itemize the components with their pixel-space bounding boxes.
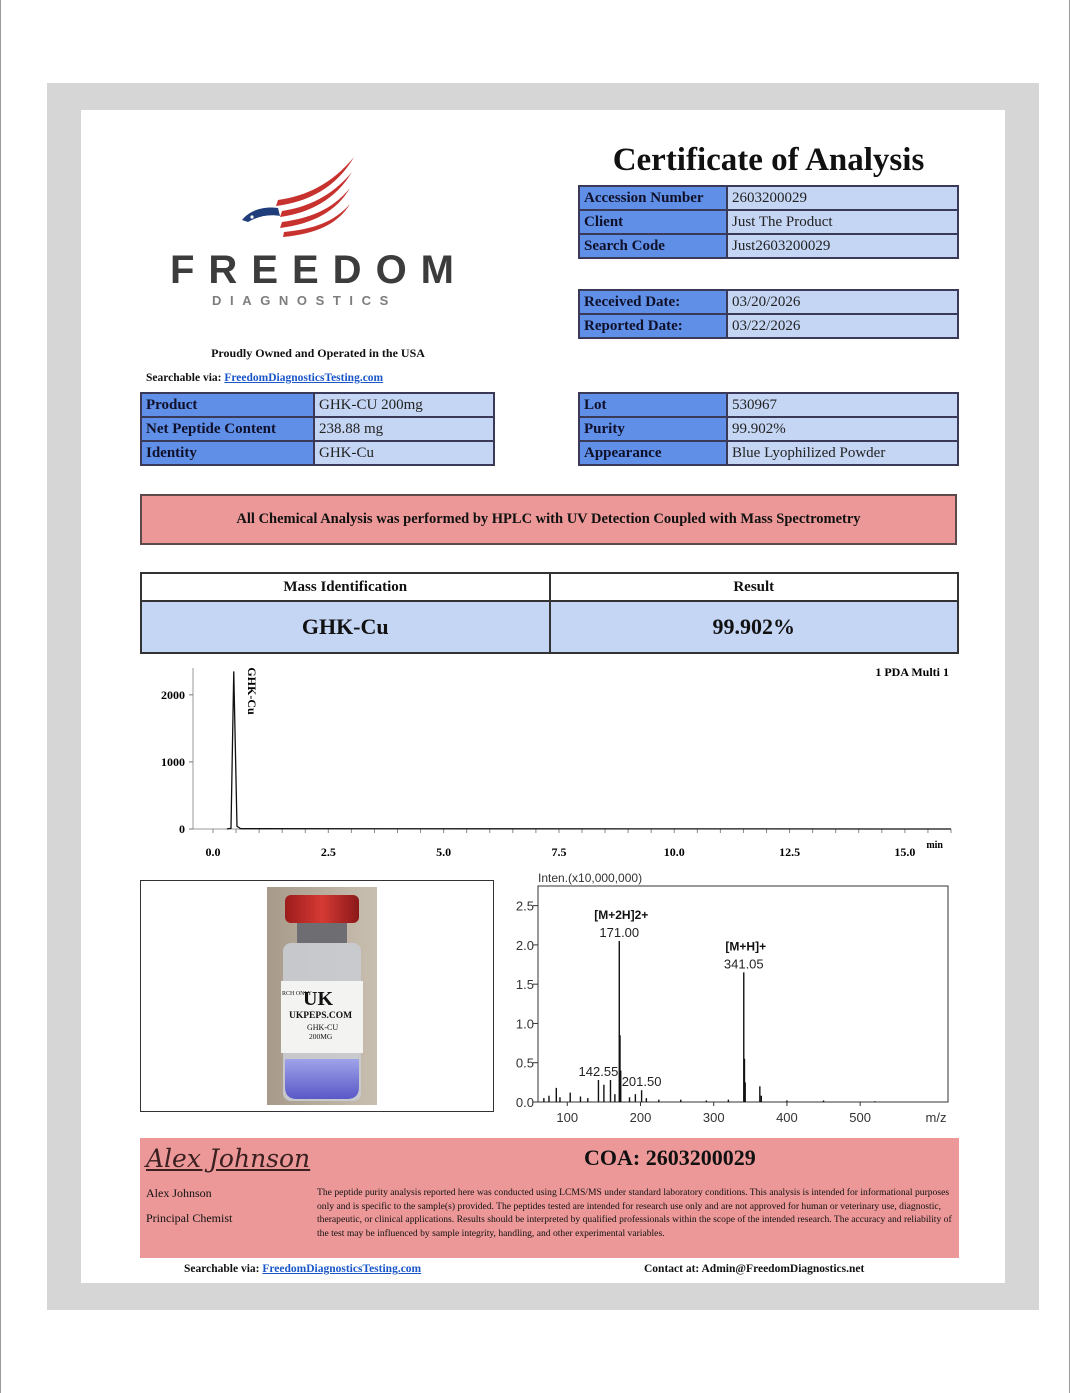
table-row xyxy=(141,601,958,653)
product-table xyxy=(140,392,495,466)
disclaimer-text: The peptide purity analysis reported here was conducted using LCMS/MS under standard laboratory conditions. This analysis is intended for informational purposes only and is specific to the sample(s) provided. The peptides tested are intended for research use only and are not approved for human or veterinary use, diagnostic, therapeutic, or clinical applications. Results should be interpreted by qualified professionals within the scope of the intended research. The accuracy and reliability of the test may be influenced by sample integrity, handling, and other experimental variables. xyxy=(317,1187,952,1239)
x-tick-label: 10.0 xyxy=(663,845,685,859)
chemist-signature: Alex Johnson xyxy=(146,1144,311,1173)
table-label: Lot xyxy=(579,393,727,417)
table-value: 03/20/2026 xyxy=(727,290,958,314)
y-tick-label: 0.5 xyxy=(515,1055,534,1071)
x-tick-label: 5.0 xyxy=(436,845,452,859)
column-header: Result xyxy=(550,573,959,601)
x-tick-label: m/z xyxy=(925,1110,947,1125)
x-tick-label: 100 xyxy=(556,1110,579,1125)
x-unit-label: min xyxy=(926,840,943,851)
x-tick-label: 200 xyxy=(629,1110,652,1125)
table-value: 530967 xyxy=(727,393,958,417)
site-link-top[interactable]: FreedomDiagnosticsTesting.com xyxy=(224,372,384,384)
hplc-chromatogram xyxy=(140,660,960,870)
y-tick-label: 2000 xyxy=(161,687,185,702)
contact-email: Contact at: Admin@FreedomDiagnostics.net xyxy=(644,1263,865,1275)
peak-mz-label: 201.50 xyxy=(621,1074,662,1090)
accession-table xyxy=(578,185,959,259)
x-tick-label: 0.0 xyxy=(205,845,221,859)
table-label: Reported Date: xyxy=(579,314,727,338)
method-banner: All Chemical Analysis was performed by HPLC with UV Detection Coupled with Mass Spectrometry xyxy=(140,494,957,545)
vial-photo xyxy=(267,887,377,1105)
table-row xyxy=(579,314,958,338)
table-row xyxy=(141,441,494,465)
table-label: Net Peptide Content xyxy=(141,417,314,441)
table-label: Client xyxy=(579,210,727,234)
table-value: 238.88 mg xyxy=(314,417,494,441)
x-tick-label: 400 xyxy=(776,1110,798,1125)
result-cell: 99.902% xyxy=(550,601,959,653)
vial-powder xyxy=(285,1059,359,1099)
mass-spectrum xyxy=(508,868,960,1130)
y-tick-label: 1000 xyxy=(161,754,185,769)
table-label: Search Code xyxy=(579,234,727,258)
vial-cap xyxy=(285,895,359,923)
chart-title: 1 PDA Multi 1 xyxy=(875,665,949,679)
table-value: 2603200029 xyxy=(727,186,958,210)
x-tick-label: 15.0 xyxy=(894,845,916,859)
y-tick-label: 0.0 xyxy=(515,1095,534,1110)
x-tick-label: 7.5 xyxy=(551,845,567,859)
table-value: 99.902% xyxy=(727,417,958,441)
table-value: Just2603200029 xyxy=(727,234,958,258)
table-label: Purity xyxy=(579,417,727,441)
brand-wordmark: FREEDOM xyxy=(170,248,468,292)
x-tick-label: 12.5 xyxy=(779,845,801,859)
peak-mz-label: 341.05 xyxy=(723,956,764,972)
peak-label-ghk-cu: GHK-Cu xyxy=(244,667,259,715)
table-header-row xyxy=(141,573,958,601)
peak-ion-label: [M+2H]2+ xyxy=(594,907,649,922)
searchable-label: Searchable via: xyxy=(146,372,222,384)
brand-subtitle: DIAGNOSTICS xyxy=(212,293,397,308)
table-row xyxy=(579,441,958,465)
table-row xyxy=(141,417,494,441)
table-value: 03/22/2026 xyxy=(727,314,958,338)
peak-ion-label: [M+H]+ xyxy=(725,939,767,954)
table-value: GHK-CU 200mg xyxy=(314,393,494,417)
y-tick-label: 1.0 xyxy=(515,1016,534,1032)
peak-mz-label: 142.55 xyxy=(578,1064,619,1080)
coa-number: COA: 2603200029 xyxy=(584,1145,756,1170)
table-row xyxy=(579,234,958,258)
table-label: Identity xyxy=(141,441,314,465)
table-label: Received Date: xyxy=(579,290,727,314)
table-row xyxy=(141,393,494,417)
page-edge-left xyxy=(0,0,1,1393)
table-label: Product xyxy=(141,393,314,417)
chemist-name: Alex Johnson xyxy=(146,1186,212,1200)
table-row xyxy=(579,290,958,314)
table-row xyxy=(579,210,958,234)
peak-mz-label: 171.00 xyxy=(599,924,640,940)
table-label: Accession Number xyxy=(579,186,727,210)
searchable-label: Searchable via: xyxy=(184,1263,260,1275)
chemist-title: Principal Chemist xyxy=(146,1211,233,1225)
dates-table xyxy=(578,289,959,339)
y-axis-title: Inten.(x10,000,000) xyxy=(538,871,643,885)
table-row xyxy=(579,186,958,210)
y-tick-label: 1.5 xyxy=(515,977,534,993)
lot-table xyxy=(578,392,959,466)
x-tick-label: 300 xyxy=(702,1110,725,1125)
page-title: Certificate of Analysis xyxy=(612,142,925,178)
searchable-via-bottom xyxy=(184,1263,421,1275)
vial-label-side: RCH ONLY xyxy=(282,991,312,997)
vial-label-dose: 200MG xyxy=(309,1032,333,1041)
searchable-via-top xyxy=(146,372,383,384)
table-label: Appearance xyxy=(579,441,727,465)
vial-label-brand: UK xyxy=(303,988,333,1010)
brand-tagline: Proudly Owned and Operated in the USA xyxy=(211,346,425,360)
vial-label-product: GHK-CU xyxy=(307,1023,339,1032)
mass-identification-table xyxy=(140,572,959,654)
y-tick-label: 0 xyxy=(179,822,185,836)
site-link-bottom[interactable]: FreedomDiagnosticsTesting.com xyxy=(262,1263,422,1275)
table-row xyxy=(579,417,958,441)
table-value: Blue Lyophilized Powder xyxy=(727,441,958,465)
y-tick-label: 2.0 xyxy=(515,937,534,953)
x-tick-label: 2.5 xyxy=(320,845,336,859)
table-value: GHK-Cu xyxy=(314,441,494,465)
table-row xyxy=(579,393,958,417)
sample-photo-frame xyxy=(140,880,494,1112)
x-tick-label: 500 xyxy=(849,1110,871,1125)
vial-label-site: UKPEPS.COM xyxy=(289,1011,353,1021)
eagle-flag-logo-icon xyxy=(236,154,360,240)
y-tick-label: 2.5 xyxy=(515,898,534,914)
chromatogram-trace xyxy=(227,671,951,829)
table-value: Just The Product xyxy=(727,210,958,234)
column-header: Mass Identification xyxy=(141,573,550,601)
identity-cell: GHK-Cu xyxy=(141,601,550,653)
